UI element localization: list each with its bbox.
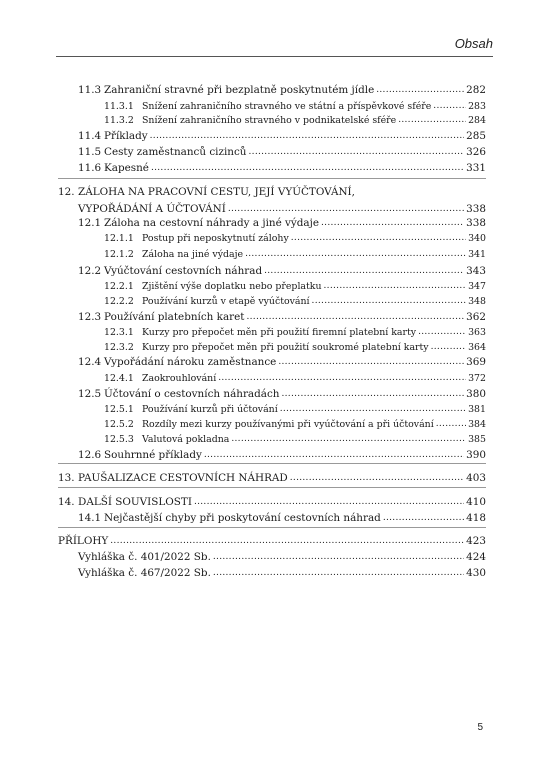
toc-entry-number: 11.3	[78, 84, 102, 96]
toc-dot-leader	[290, 471, 464, 485]
toc-dot-leader	[213, 566, 464, 580]
toc-dot-leader	[204, 448, 464, 462]
toc-dot-leader	[228, 202, 464, 216]
toc-entry-page: 347	[468, 281, 486, 292]
toc-dot-leader	[376, 83, 464, 97]
toc-entry-title: Používání platebních karet	[104, 311, 245, 323]
toc-entry[interactable]	[58, 217, 486, 231]
toc-entry[interactable]	[58, 567, 486, 581]
toc-dot-leader	[231, 432, 466, 446]
toc-entry-title: Příklady	[104, 130, 148, 142]
toc-entry-page: 338	[466, 203, 486, 215]
toc-entry[interactable]	[58, 326, 486, 340]
toc-chapter-entry[interactable]	[58, 186, 486, 217]
toc-entry-number: 12.1	[78, 217, 102, 229]
toc-dot-leader	[398, 113, 466, 127]
toc-entry-title: Rozdíly mezi kurzy používanými při vyúčtování a při účtování	[142, 419, 434, 430]
toc-dot-leader	[110, 534, 464, 548]
toc-dot-leader	[150, 129, 465, 143]
toc-entry[interactable]	[58, 418, 486, 432]
toc-entry-title: Zahraniční stravné při bezplatně poskytnutém jídle	[104, 84, 375, 96]
toc-entry-page: 326	[466, 146, 486, 158]
toc-entry[interactable]	[58, 280, 486, 294]
toc-entry[interactable]	[58, 496, 486, 510]
toc-entry[interactable]	[58, 449, 486, 463]
toc-entry[interactable]	[58, 403, 486, 417]
toc-entry-number: 12.3.1	[104, 327, 134, 338]
toc-entry[interactable]	[58, 512, 486, 526]
toc-entry-page: 385	[468, 434, 486, 445]
toc-entry-number: 11.5	[78, 146, 102, 158]
toc-dot-leader	[383, 511, 464, 525]
toc-entry[interactable]	[58, 535, 486, 549]
toc-entry[interactable]	[58, 341, 486, 355]
toc-dot-leader	[281, 387, 464, 401]
toc-entry-number: 12.3.2	[104, 342, 134, 353]
toc-entry-number: 12.4.1	[104, 373, 134, 384]
toc-entry-number: 12.2.1	[104, 281, 134, 292]
toc-entry-title: Vyhláška č. 467/2022 Sb.	[78, 567, 211, 579]
toc-entry-title: Souhrnné příklady	[104, 449, 202, 461]
toc-entry-page: 283	[468, 101, 486, 112]
toc-entry-title: Účtování o cestovních náhradách	[104, 388, 280, 400]
toc-dot-leader	[218, 371, 466, 385]
toc-entry[interactable]	[58, 84, 486, 98]
toc-entry-title: ZÁLOHA NA PRACOVNÍ CESTU, JEJÍ VYÚČTOVÁNÍ,	[78, 186, 355, 198]
toc-entry[interactable]	[58, 162, 486, 176]
section-separator	[58, 527, 486, 528]
toc-entry-title: Zjištění výše doplatku nebo přeplatku	[142, 281, 322, 292]
toc-entry-title: Cesty zaměstnanců cizinců	[104, 146, 247, 158]
toc-entry[interactable]	[58, 388, 486, 402]
toc-entry-title: Kurzy pro přepočet měn při použití soukromé platební karty	[142, 342, 429, 353]
toc-entry-number: 11.3.2	[104, 115, 134, 126]
toc-entry-title: Kurzy pro přepočet měn při použití firemní platební karty	[142, 327, 417, 338]
toc-entry-page: 369	[466, 356, 486, 368]
toc-entry-page: 424	[466, 551, 486, 563]
toc-entry[interactable]	[58, 100, 486, 114]
toc-entry-number: 14.1	[78, 512, 102, 524]
toc-entry-title: Vyhláška č. 401/2022 Sb.	[78, 551, 211, 563]
toc-entry-number: 11.6	[78, 162, 102, 174]
toc-entry-page: 348	[468, 296, 486, 307]
page-number: 5	[477, 722, 483, 733]
toc-entry-page: 384	[468, 419, 486, 430]
toc-entry-title-continued: VYPOŘÁDÁNÍ A ÚČTOVÁNÍ	[78, 203, 226, 215]
toc-dot-leader	[324, 279, 467, 293]
toc-entry[interactable]	[58, 232, 486, 246]
toc-entry-page: 343	[466, 265, 486, 277]
toc-entry[interactable]	[58, 433, 486, 447]
toc-entry-title: Používání kurzů při účtování	[142, 404, 278, 415]
toc-entry-page: 282	[466, 84, 486, 96]
toc-dot-leader	[436, 417, 466, 431]
toc-entry-number: 12.5.2	[104, 419, 134, 430]
running-header-title: Obsah	[454, 36, 493, 51]
toc-entry-number: 12.3	[78, 311, 102, 323]
section-separator	[58, 178, 486, 179]
toc-entry-page: 418	[466, 512, 486, 524]
toc-entry[interactable]	[58, 311, 486, 325]
toc-entry-page: 284	[468, 115, 486, 126]
toc-dot-leader	[249, 145, 465, 159]
toc-entry[interactable]	[58, 356, 486, 370]
toc-entry-page: 285	[466, 130, 486, 142]
toc-entry-title: Kapesné	[104, 162, 149, 174]
toc-dot-leader	[151, 161, 464, 175]
toc-entry-page: 403	[466, 472, 486, 484]
toc-dot-leader	[264, 264, 464, 278]
toc-dot-leader	[194, 495, 464, 509]
toc-entry-page: 331	[466, 162, 486, 174]
toc-entry[interactable]	[58, 472, 486, 486]
toc-dot-leader	[431, 340, 466, 354]
toc-entry-title: DALŠÍ SOUVISLOSTI	[78, 496, 192, 508]
toc-entry-title: Zaokrouhlování	[142, 373, 217, 384]
toc-entry[interactable]	[58, 265, 486, 279]
toc-entry-number: 11.4	[78, 130, 102, 142]
toc-entry-page: 390	[466, 449, 486, 461]
toc-entry-page: 380	[466, 388, 486, 400]
toc-entry[interactable]	[58, 372, 486, 386]
toc-entry-title: PAUŠALIZACE CESTOVNÍCH NÁHRAD	[78, 472, 288, 484]
toc-entry-page: 410	[466, 496, 486, 508]
toc-entry[interactable]	[58, 130, 486, 144]
toc-entry[interactable]	[58, 114, 486, 128]
toc-entry-number: 14.	[58, 496, 75, 508]
toc-entry-page: 340	[468, 233, 486, 244]
toc-entry-title: Nejčastější chyby při poskytování cestovních náhrad	[104, 512, 381, 524]
toc-entry-number: 11.3.1	[104, 101, 134, 112]
toc-dot-leader	[418, 325, 466, 339]
section-separator	[58, 487, 486, 488]
toc-entry-page: 430	[466, 567, 486, 579]
toc-entry-title: Vyúčtování cestovních náhrad	[104, 265, 263, 277]
toc-dot-leader	[312, 294, 467, 308]
toc-entry-title: Valutová pokladna	[142, 434, 230, 445]
toc-entry-number: 12.1.1	[104, 233, 134, 244]
toc-dot-leader	[433, 99, 466, 113]
toc-chapter-line	[58, 203, 486, 217]
toc-dot-leader	[245, 247, 466, 261]
section-separator	[58, 463, 486, 464]
toc-entry-title: Záloha na jiné výdaje	[142, 249, 244, 260]
toc-entry-page: 363	[468, 327, 486, 338]
toc-entry-title: Používání kurzů v etapě vyúčtování	[142, 296, 310, 307]
toc-entry-title: Vypořádání nároku zaměstnance	[104, 356, 277, 368]
toc-dot-leader	[213, 550, 464, 564]
toc-entry-page: 372	[468, 373, 486, 384]
header-rule	[56, 56, 493, 57]
toc-entry-page: 381	[468, 404, 486, 415]
toc-chapter-line	[58, 186, 486, 199]
toc-entry-page: 362	[466, 311, 486, 323]
toc-entry-page: 338	[466, 217, 486, 229]
toc-entry-page: 364	[468, 342, 486, 353]
toc-entry-title: Záloha na cestovní náhrady a jiné výdaje	[104, 217, 320, 229]
toc-entry-title: PŘÍLOHY	[58, 535, 109, 547]
toc-dot-leader	[291, 231, 466, 245]
toc-dot-leader	[278, 355, 464, 369]
toc-dot-leader	[321, 216, 464, 230]
toc-entry-number: 12.5.1	[104, 404, 134, 415]
toc-entry[interactable]	[58, 295, 486, 309]
toc-entry-number: 12.5	[78, 388, 102, 400]
toc-entry-number: 12.4	[78, 356, 102, 368]
toc-entry-number: 12.5.3	[104, 434, 134, 445]
toc-entry-number: 12.2.2	[104, 296, 134, 307]
toc-entry-title: Snížení zahraničního stravného v podnikatelské sféře	[142, 115, 397, 126]
toc-entry-page: 341	[468, 249, 486, 260]
toc-entry-title: Postup při neposkytnutí zálohy	[142, 233, 289, 244]
toc-entry[interactable]	[58, 551, 486, 565]
toc-entry-page: 423	[466, 535, 486, 547]
toc-dot-leader	[246, 310, 464, 324]
toc-entry-number: 12.2	[78, 265, 102, 277]
toc-entry[interactable]	[58, 248, 486, 262]
toc-entry[interactable]	[58, 146, 486, 160]
toc-entry-number: 12.6	[78, 449, 102, 461]
toc-entry-number: 12.1.2	[104, 249, 134, 260]
toc-entry-title: Snížení zahraničního stravného ve státní a příspěvkové sféře	[142, 101, 432, 112]
toc-entry-number: 12.	[58, 186, 75, 198]
toc-dot-leader	[280, 402, 466, 416]
toc-entry-number: 13.	[58, 472, 75, 484]
